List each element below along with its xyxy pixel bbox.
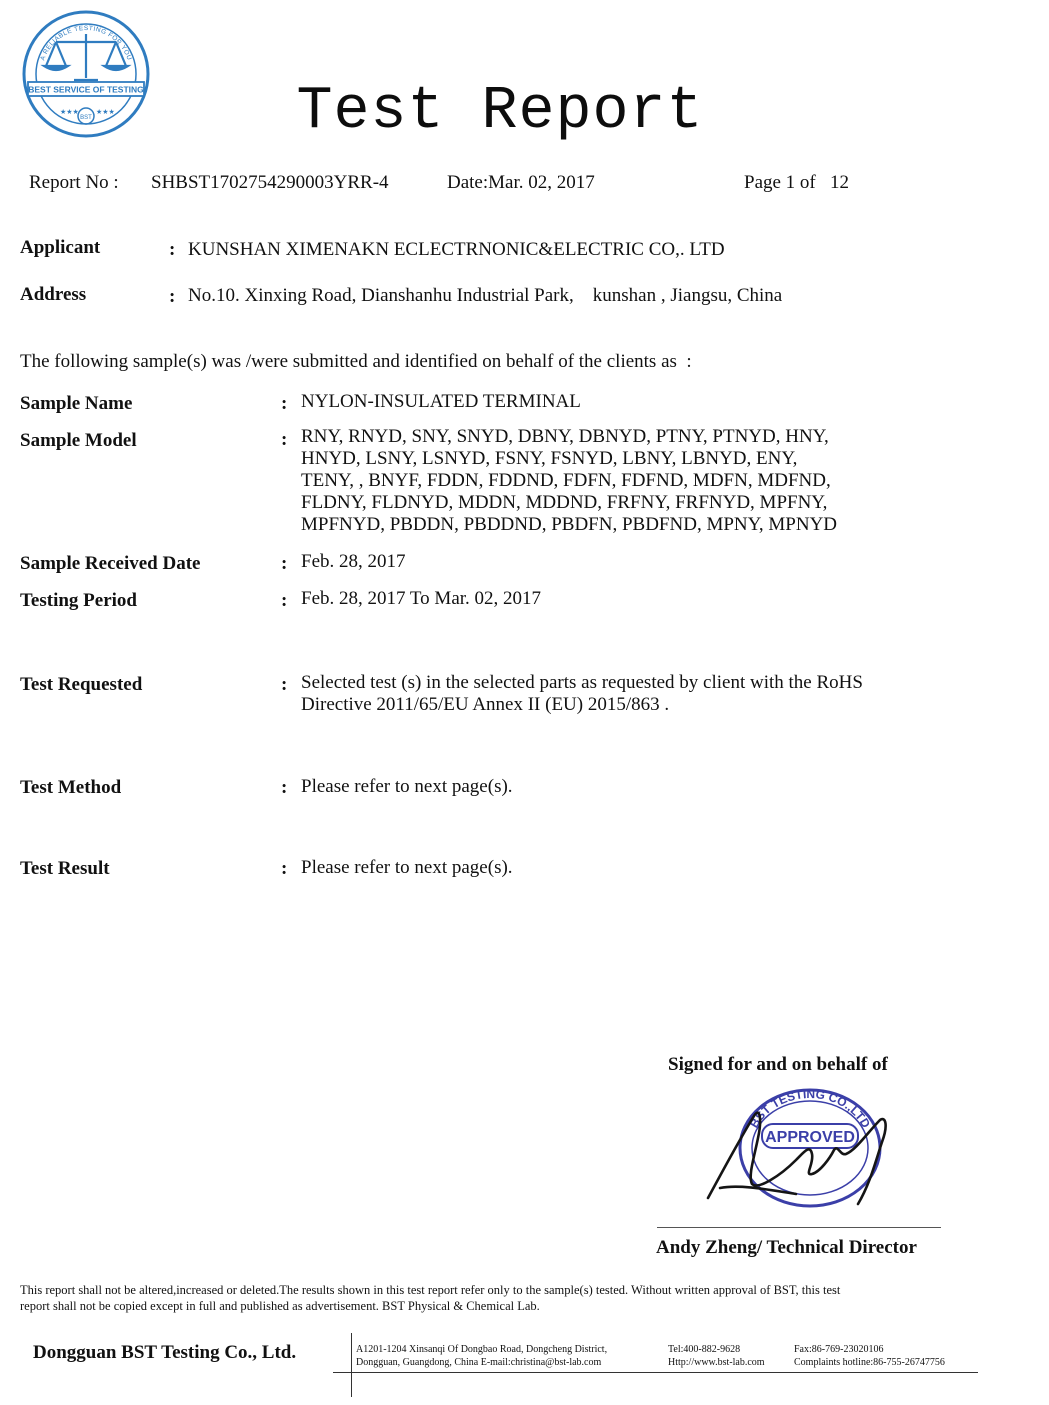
sample-model-label: Sample Model — [20, 430, 137, 451]
received-date-label: Sample Received Date — [20, 553, 201, 574]
logo-top-text: A RELIABLE TESTING FOR YOU — [39, 24, 133, 62]
scale-icon — [44, 34, 128, 80]
title-text: Test Report — [296, 78, 704, 146]
disclaimer-line: This report shall not be altered,increased or deleted.The results shown in this test report refer only to the sample(s) tested. Without written approval of BST, this test — [20, 1283, 841, 1297]
sample-model-list — [301, 426, 837, 536]
applicant-colon: : — [169, 239, 176, 260]
sample-model-line: FLDNY, FLDNYD, MDDN, MDDND, FRFNY, FRFNYD, MPFNY, — [301, 492, 828, 513]
signature-line — [657, 1227, 941, 1228]
sample-name-colon: : — [281, 393, 288, 414]
logo-center-text: BST — [80, 115, 92, 121]
test-requested-line: Directive 2011/65/EU Annex II (EU) 2015/863 . — [301, 694, 670, 715]
footer-address-line: A1201-1204 Xinsanqi Of Dongbao Road, Dongcheng District, — [356, 1344, 608, 1355]
sample-model-line: TENY, , BNYF, FDDN, FDDND, FDFN, FDFND, MDFN, MDFND, — [301, 470, 831, 491]
disclaimer-line: report shall not be copied except in full and published as advertisement. BST Physical & Chemical Lab. — [20, 1299, 540, 1313]
sample-model-line: MPFNYD, PBDDN, PBDDND, PBDFN, PBDFND, MPNY, MPNYD — [301, 514, 838, 535]
test-requested-label: Test Requested — [20, 674, 143, 695]
test-result-label: Test Result — [20, 858, 110, 879]
test-requested-line: Selected test (s) in the selected parts as requested by client with the RoHS — [301, 672, 863, 693]
test-result-value: Please refer to next page(s). — [301, 857, 513, 878]
report-no: SHBST1702754290003YRR-4 — [151, 172, 389, 193]
received-date-value: Feb. 28, 2017 — [301, 551, 406, 572]
test-result-colon: : — [281, 858, 288, 879]
testing-period-label: Testing Period — [20, 590, 137, 611]
svg-text:★★★: ★★★ — [60, 108, 79, 116]
test-method-value: Please refer to next page(s). — [301, 776, 513, 797]
footer-fax-block — [794, 1343, 945, 1369]
received-date-colon: : — [281, 553, 288, 574]
sample-name-label: Sample Name — [20, 393, 133, 414]
test-requested-value — [301, 672, 863, 716]
footer-http: Http://www.bst-lab.com — [668, 1357, 765, 1368]
signer-name: Andy Zheng/ Technical Director — [656, 1237, 917, 1258]
test-method-label: Test Method — [20, 777, 122, 798]
report-no-label: Report No : — [29, 172, 119, 193]
footer-vertical-divider — [351, 1333, 352, 1397]
footer-tel: Tel:400-882-9628 — [668, 1344, 741, 1355]
footer-contact — [668, 1343, 765, 1369]
stamp-center-text: APPROVED — [765, 1129, 855, 1146]
footer-company: Dongguan BST Testing Co., Ltd. — [33, 1342, 297, 1363]
testing-period-colon: : — [281, 590, 288, 611]
testing-period-value: Feb. 28, 2017 To Mar. 02, 2017 — [301, 588, 542, 609]
test-method-colon: : — [281, 777, 288, 798]
intro-text: The following sample(s) was /were submitted and identified on behalf of the clients as : — [20, 351, 692, 372]
sample-model-line: HNYD, LSNY, LSNYD, FSNY, FSNYD, LBNY, LBNYD, ENY, — [301, 448, 798, 469]
footer-fax: Fax:86-769-23020106 — [794, 1344, 884, 1355]
sample-model-line: RNY, RNYD, SNY, SNYD, DBNY, DBNYD, PTNY, PTNYD, HNY, — [301, 426, 829, 447]
approved-stamp — [700, 1080, 920, 1210]
address-value: No.10. Xinxing Road, Dianshanhu Industrial Park, kunshan , Jiangsu, China — [188, 285, 783, 306]
applicant-value: KUNSHAN XIMENAKN ECLECTRNONIC&ELECTRIC CO,. LTD — [188, 239, 725, 260]
page-number: Page 1 of 12 — [744, 172, 850, 193]
sample-model-colon: : — [281, 429, 288, 450]
footer-address — [356, 1343, 607, 1369]
applicant-label: Applicant — [20, 237, 101, 258]
test-requested-colon: : — [281, 674, 288, 695]
address-label: Address — [20, 284, 87, 305]
report-date: Date:Mar. 02, 2017 — [447, 172, 595, 193]
disclaimer — [20, 1282, 840, 1314]
sample-name-value: NYLON-INSULATED TERMINAL — [301, 391, 581, 412]
signed-for-text: Signed for and on behalf of — [668, 1054, 888, 1075]
footer-horizontal-divider — [333, 1372, 978, 1373]
logo-banner: BEST SERVICE OF TESTING — [28, 84, 144, 95]
page-title — [0, 78, 1000, 146]
stamp-ring-text: BST TESTING CO.,LTD — [746, 1086, 874, 1131]
footer-hotline: Complaints hotline:86-755-26747756 — [794, 1357, 945, 1368]
footer-address-line: Dongguan, Guangdong, China E-mail:christina@bst-lab.com — [356, 1357, 602, 1368]
svg-text:★★★: ★★★ — [96, 108, 115, 116]
address-colon: : — [169, 286, 176, 307]
